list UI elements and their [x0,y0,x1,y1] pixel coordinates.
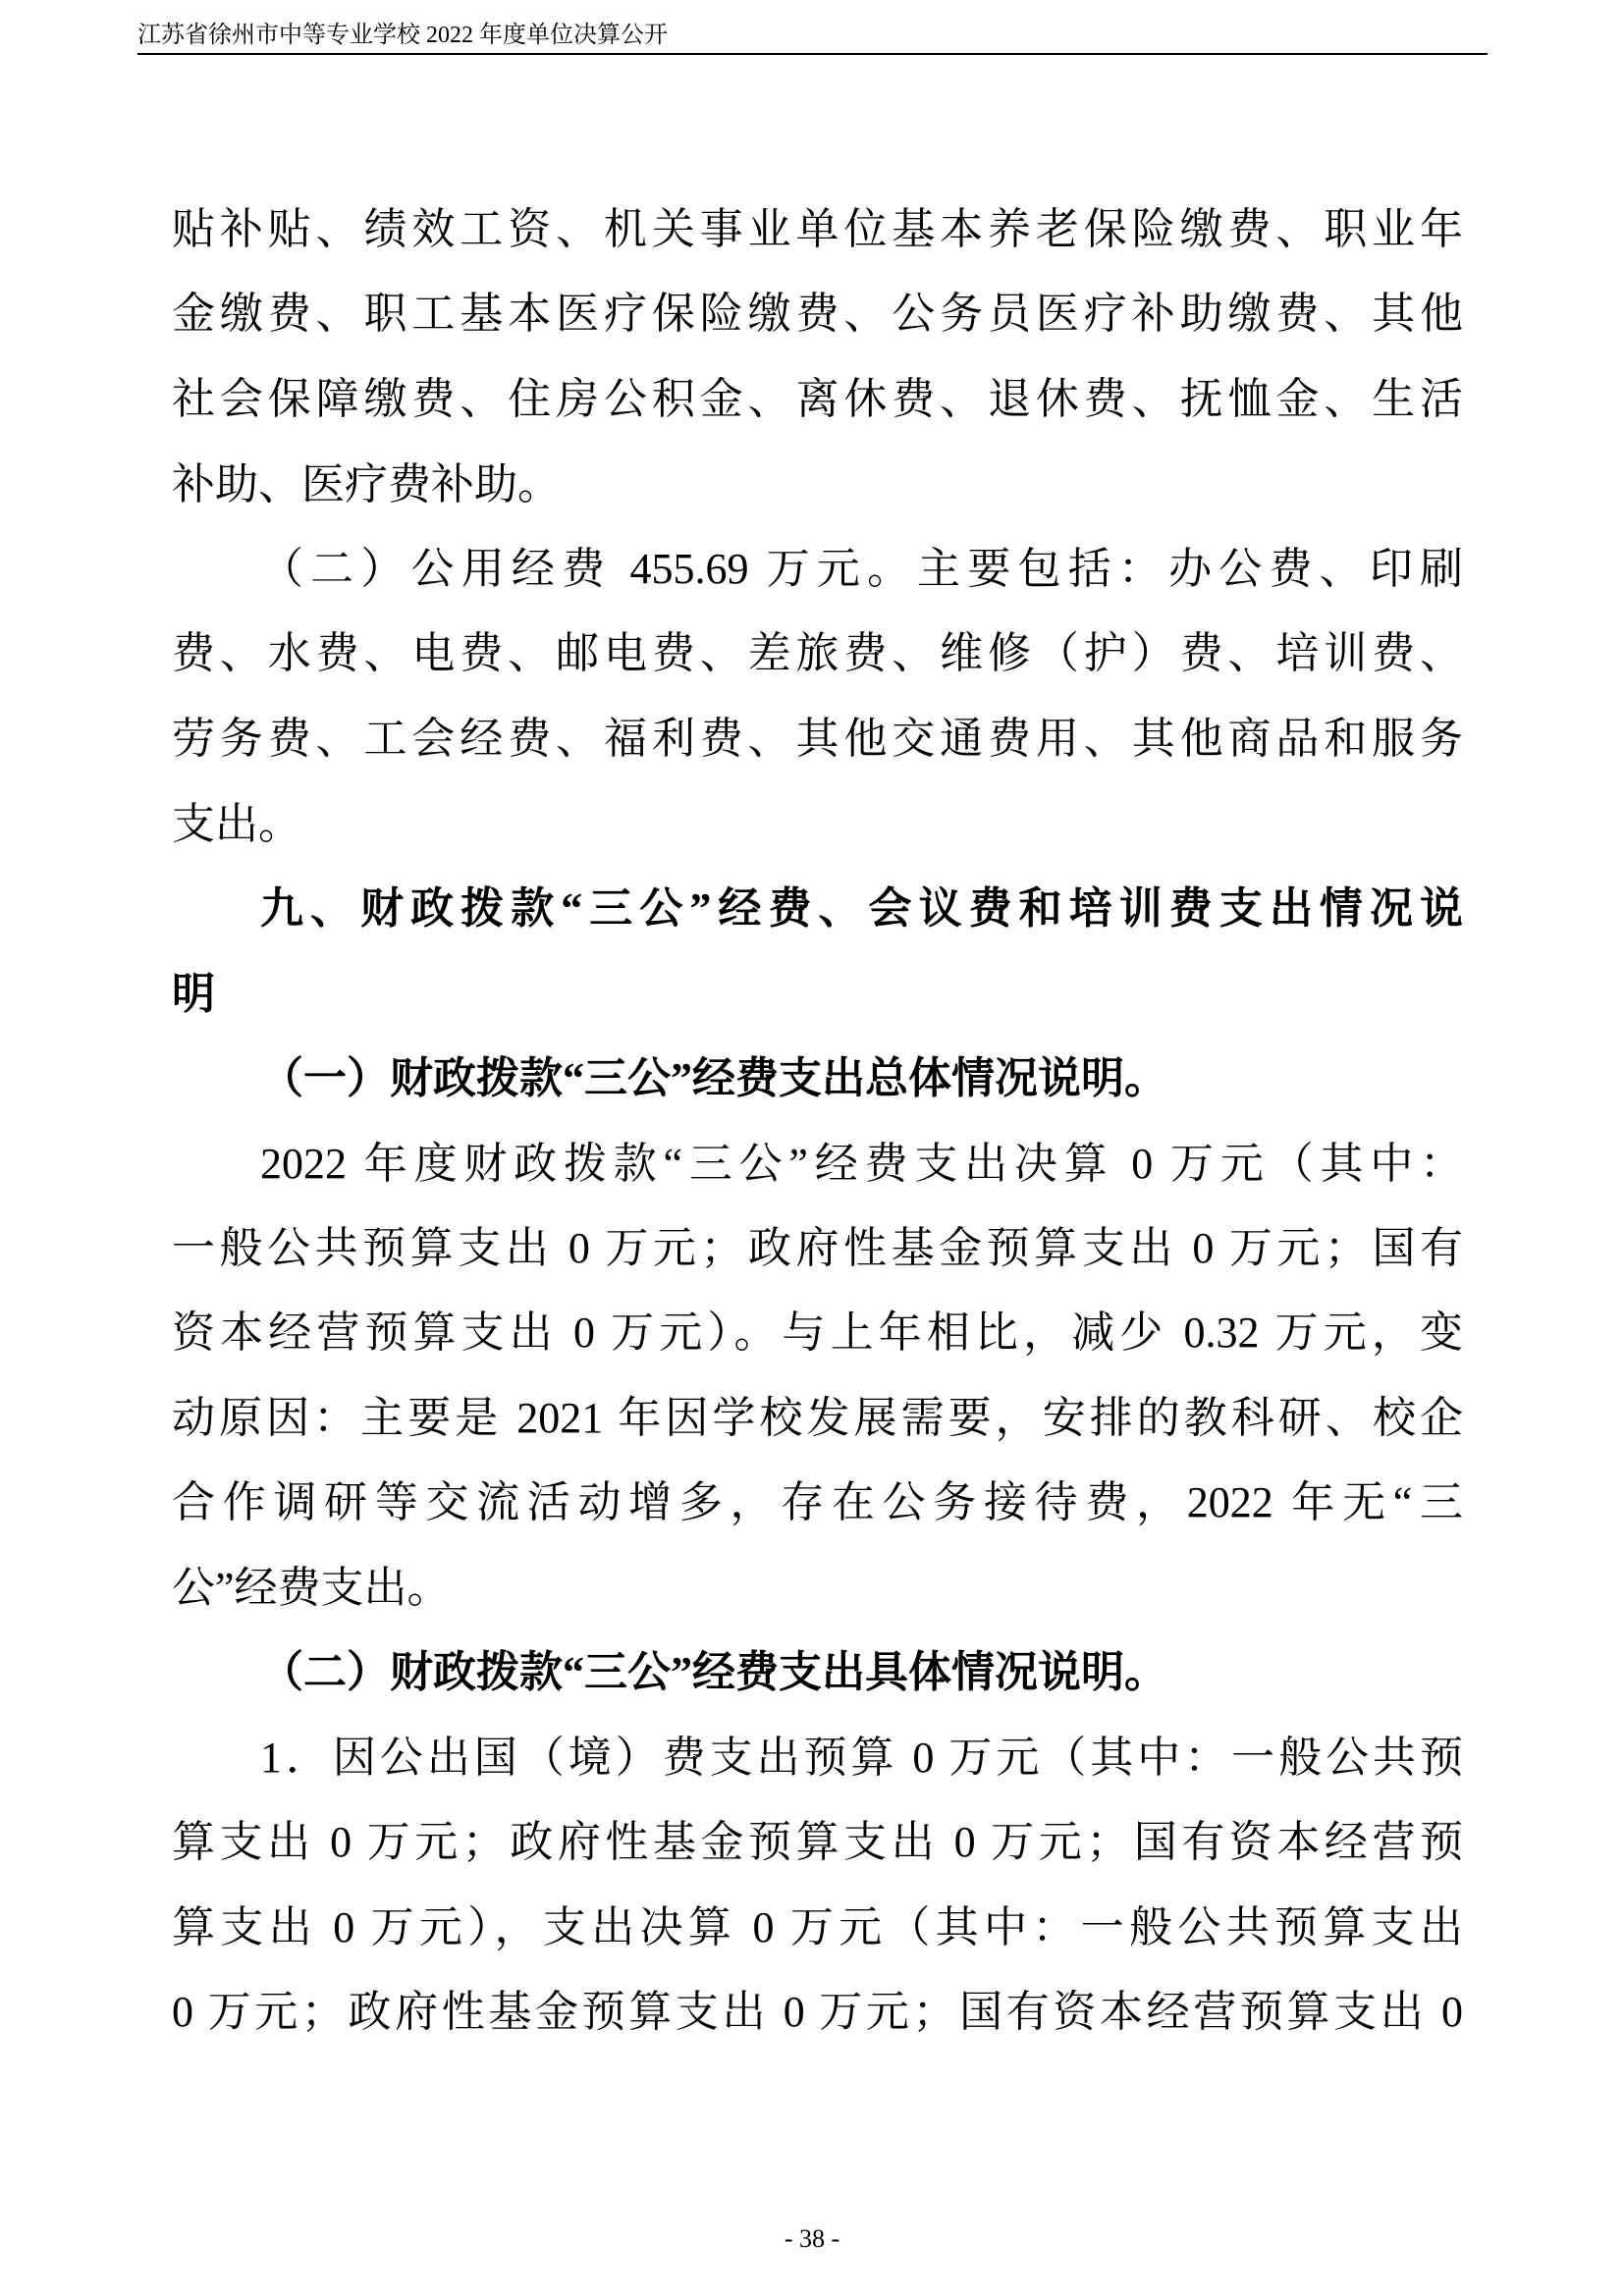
text-line: （二）公用经费 455.69 万元。主要包括：办公费、印刷 [260,545,1463,593]
text-line: 社会保障缴费、住房公积金、离休费、退休费、抚恤金、生活 [172,375,1463,423]
text-line: 动原因：主要是 2021 年因学校发展需要，安排的教科研、校企 [172,1394,1463,1442]
text-line: 算支出 0 万元；政府性基金预算支出 0 万元；国有资本经营预 [172,1818,1463,1866]
text-line: （二）财政拨款“三公”经费支出具体情况说明。 [260,1648,1167,1696]
text-line: 费、水费、电费、邮电费、差旅费、维修（护）费、培训费、 [172,629,1463,677]
text-line: 贴补贴、绩效工资、机关事业单位基本养老保险缴费、职业年 [172,205,1463,253]
page-number: - 38 - [784,2224,840,2253]
page-footer [0,2224,1624,2254]
text-line: 公”经费支出。 [172,1564,451,1612]
text-line: 2022 年度财政拨款“三公”经费支出决算 0 万元（其中： [260,1140,1463,1188]
text-line: 合作调研等交流活动增多，存在公务接待费，2022 年无“三 [172,1478,1463,1526]
text-line: 支出。 [172,800,301,848]
text-line: 明 [172,970,215,1018]
text-line: （一）财政拨款“三公”经费支出总体情况说明。 [260,1054,1167,1102]
header-title: 江苏省徐州市中等专业学校 2022 年度单位决算公开 [137,23,668,48]
text-line: 资本经营预算支出 0 万元）。与上年相比，减少 0.32 万元，变 [172,1308,1463,1357]
text-line: 一般公共预算支出 0 万元；政府性基金预算支出 0 万元；国有 [172,1224,1463,1272]
text-line: 九、财政拨款“三公”经费、会议费和培训费支出情况说 [260,884,1463,933]
text-line: 金缴费、职工基本医疗保险缴费、公务员医疗补助缴费、其他 [172,290,1463,338]
text-line: 1．因公出国（境）费支出预算 0 万元（其中：一般公共预 [260,1734,1463,1782]
text-line: 0 万元；政府性基金预算支出 0 万元；国有资本经营预算支出 0 [172,1988,1463,2036]
text-line: 补助、医疗费补助。 [172,460,561,508]
text-line: 劳务费、工会经费、福利费、其他交通费用、其他商品和服务 [172,715,1463,763]
text-line: 算支出 0 万元），支出决算 0 万元（其中：一般公共预算支出 [172,1903,1463,1951]
page-header [137,22,1488,55]
